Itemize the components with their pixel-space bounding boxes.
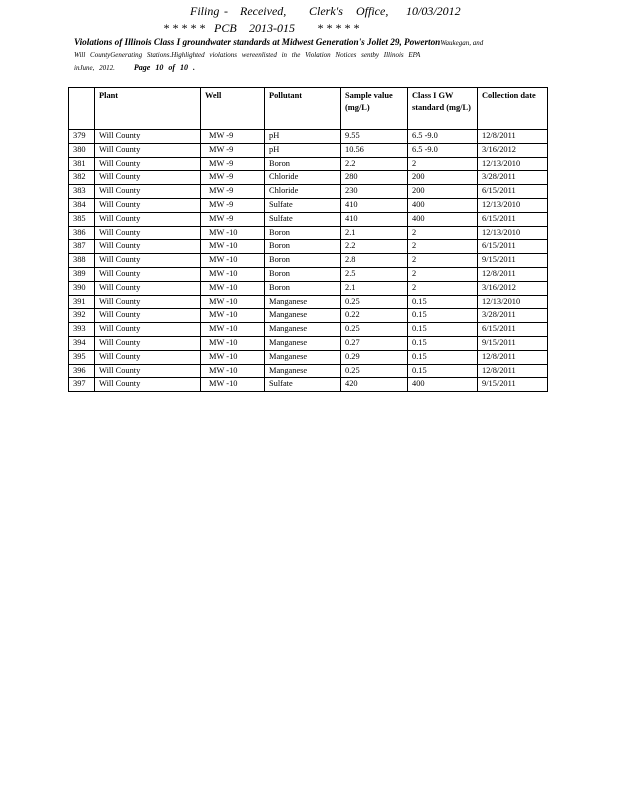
title-main: Violations of Illinois Class I groundwater standards at Midwest Generation's Joliet 29, Powerton <box>74 37 441 47</box>
plant-cell: Will County <box>95 171 201 185</box>
well-cell: MW -10 <box>201 240 265 254</box>
well-cell: MW -9 <box>201 212 265 226</box>
well-cell: MW -9 <box>201 185 265 199</box>
row-number-cell: 389 <box>69 267 95 281</box>
office-label: Office, <box>356 4 389 18</box>
standard-cell: 400 <box>408 198 478 212</box>
well-cell: MW -9 <box>201 157 265 171</box>
sample-value-cell: 410 <box>341 212 408 226</box>
sample-value-cell: 280 <box>341 171 408 185</box>
well-cell: MW -10 <box>201 378 265 392</box>
collection-date-cell: 9/15/2011 <box>478 378 548 392</box>
collection-date-cell: 6/15/2011 <box>478 240 548 254</box>
sample-value-cell: 0.22 <box>341 309 408 323</box>
row-number-cell: 391 <box>69 295 95 309</box>
title-line-2: Will CountyGenerating Stations.Highlighted violations wereenlisted in the Violation Notices sentby Illinois EPA <box>74 51 421 59</box>
collection-date-cell: 3/16/2012 <box>478 281 548 295</box>
table-row <box>69 336 548 350</box>
standard-cell: 6.5 -9.0 <box>408 143 478 157</box>
standard-cell: 200 <box>408 185 478 199</box>
well-cell: MW -10 <box>201 309 265 323</box>
sample-value-cell: 2.1 <box>341 281 408 295</box>
well-cell: MW -9 <box>201 198 265 212</box>
filing-label: Filing <box>190 4 220 18</box>
standard-cell: 0.15 <box>408 309 478 323</box>
standard-cell: 0.15 <box>408 336 478 350</box>
sample-value-cell: 2.1 <box>341 226 408 240</box>
plant-cell: Will County <box>95 378 201 392</box>
plant-cell: Will County <box>95 185 201 199</box>
well-cell: MW -10 <box>201 254 265 268</box>
row-number-cell: 381 <box>69 157 95 171</box>
plant-cell: Will County <box>95 130 201 144</box>
table-row <box>69 350 548 364</box>
header-collection-date: Collection date <box>478 88 548 130</box>
well-cell: MW -9 <box>201 143 265 157</box>
plant-cell: Will County <box>95 212 201 226</box>
pollutant-cell: Manganese <box>265 309 341 323</box>
plant-cell: Will County <box>95 323 201 337</box>
table-row <box>69 267 548 281</box>
sample-value-cell: 230 <box>341 185 408 199</box>
collection-date-cell: 3/16/2012 <box>478 143 548 157</box>
row-number-cell: 388 <box>69 254 95 268</box>
sample-value-cell: 2.5 <box>341 267 408 281</box>
table-row <box>69 281 548 295</box>
standard-cell: 0.15 <box>408 295 478 309</box>
sample-value-cell: 0.27 <box>341 336 408 350</box>
table-row <box>69 157 548 171</box>
plant-cell: Will County <box>95 267 201 281</box>
table-header-row <box>69 88 548 130</box>
row-number-cell: 396 <box>69 364 95 378</box>
sample-value-cell: 2.2 <box>341 157 408 171</box>
table-row <box>69 254 548 268</box>
pollutant-cell: Boron <box>265 281 341 295</box>
pollutant-cell: Manganese <box>265 323 341 337</box>
sample-value-cell: 2.2 <box>341 240 408 254</box>
clerks-label: Clerk's <box>309 4 343 18</box>
plant-cell: Will County <box>95 198 201 212</box>
pollutant-cell: Sulfate <box>265 212 341 226</box>
plant-cell: Will County <box>95 336 201 350</box>
well-cell: MW -10 <box>201 295 265 309</box>
collection-date-cell: 3/28/2011 <box>478 171 548 185</box>
pcb-label: PCB <box>214 21 237 35</box>
table-row <box>69 130 548 144</box>
row-number-cell: 387 <box>69 240 95 254</box>
sample-value-cell: 2.8 <box>341 254 408 268</box>
plant-cell: Will County <box>95 281 201 295</box>
plant-cell: Will County <box>95 157 201 171</box>
collection-date-cell: 12/8/2011 <box>478 350 548 364</box>
pollutant-cell: Manganese <box>265 364 341 378</box>
well-cell: MW -10 <box>201 323 265 337</box>
well-cell: MW -10 <box>201 281 265 295</box>
standard-cell: 200 <box>408 171 478 185</box>
row-number-cell: 379 <box>69 130 95 144</box>
standard-cell: 2 <box>408 226 478 240</box>
table-row <box>69 171 548 185</box>
table-row <box>69 295 548 309</box>
header-sample-value: Sample value (mg/L) <box>341 88 408 130</box>
received-label: Received, <box>240 4 287 18</box>
standard-cell: 400 <box>408 378 478 392</box>
standard-cell: 0.15 <box>408 323 478 337</box>
standard-cell: 2 <box>408 254 478 268</box>
table-row <box>69 185 548 199</box>
row-number-cell: 385 <box>69 212 95 226</box>
standard-cell: 0.15 <box>408 364 478 378</box>
collection-date-cell: 12/13/2010 <box>478 157 548 171</box>
pollutant-cell: Chloride <box>265 185 341 199</box>
header-standard: Class I GW standard (mg/L) <box>408 88 478 130</box>
filing-dash: - <box>224 4 228 18</box>
sample-value-cell: 410 <box>341 198 408 212</box>
row-number-cell: 380 <box>69 143 95 157</box>
row-number-cell: 386 <box>69 226 95 240</box>
header-row-number <box>69 88 95 130</box>
sample-value-cell: 0.25 <box>341 364 408 378</box>
pollutant-cell: pH <box>265 143 341 157</box>
title-line-3 <box>74 63 195 72</box>
row-number-cell: 395 <box>69 350 95 364</box>
page-number: Page 10 of 10 . <box>133 63 196 72</box>
standard-cell: 2 <box>408 281 478 295</box>
collection-date-cell: 12/8/2011 <box>478 267 548 281</box>
row-number-cell: 384 <box>69 198 95 212</box>
row-number-cell: 393 <box>69 323 95 337</box>
well-cell: MW -9 <box>201 171 265 185</box>
pollutant-cell: Sulfate <box>265 378 341 392</box>
well-cell: MW -10 <box>201 364 265 378</box>
row-number-cell: 382 <box>69 171 95 185</box>
sample-value-cell: 10.56 <box>341 143 408 157</box>
table-row <box>69 240 548 254</box>
collection-date-cell: 12/13/2010 <box>478 198 548 212</box>
pollutant-cell: Manganese <box>265 350 341 364</box>
header-well: Well <box>201 88 265 130</box>
standard-cell: 2 <box>408 240 478 254</box>
pollutant-cell: Boron <box>265 226 341 240</box>
plant-cell: Will County <box>95 295 201 309</box>
document-title <box>74 37 534 47</box>
collection-date-cell: 3/28/2011 <box>478 309 548 323</box>
plant-cell: Will County <box>95 309 201 323</box>
well-cell: MW -10 <box>201 350 265 364</box>
table-row <box>69 309 548 323</box>
table-row <box>69 198 548 212</box>
well-cell: MW -10 <box>201 336 265 350</box>
header-plant: Plant <box>95 88 201 130</box>
sample-value-cell: 9.55 <box>341 130 408 144</box>
stars-left: * * * * * <box>163 21 205 35</box>
collection-date-cell: 12/8/2011 <box>478 364 548 378</box>
row-number-cell: 394 <box>69 336 95 350</box>
standard-cell: 2 <box>408 267 478 281</box>
collection-date-cell: 12/13/2010 <box>478 295 548 309</box>
pollutant-cell: Manganese <box>265 336 341 350</box>
pollutant-cell: Boron <box>265 157 341 171</box>
row-number-cell: 390 <box>69 281 95 295</box>
collection-date-cell: 12/13/2010 <box>478 226 548 240</box>
standard-cell: 6.5 -9.0 <box>408 130 478 144</box>
plant-cell: Will County <box>95 226 201 240</box>
pollutant-cell: Boron <box>265 267 341 281</box>
pollutant-cell: Manganese <box>265 295 341 309</box>
standard-cell: 0.15 <box>408 350 478 364</box>
pollutant-cell: Boron <box>265 254 341 268</box>
standard-cell: 400 <box>408 212 478 226</box>
sample-value-cell: 0.25 <box>341 323 408 337</box>
row-number-cell: 383 <box>69 185 95 199</box>
collection-date-cell: 6/15/2011 <box>478 212 548 226</box>
pollutant-cell: pH <box>265 130 341 144</box>
collection-date-cell: 6/15/2011 <box>478 323 548 337</box>
table-row <box>69 212 548 226</box>
header-pollutant: Pollutant <box>265 88 341 130</box>
sample-value-cell: 420 <box>341 378 408 392</box>
plant-cell: Will County <box>95 143 201 157</box>
plant-cell: Will County <box>95 254 201 268</box>
collection-date-cell: 6/15/2011 <box>478 185 548 199</box>
row-number-cell: 397 <box>69 378 95 392</box>
title-tail: Waukegan, and <box>440 39 484 47</box>
stars-right: * * * * * <box>317 21 359 35</box>
plant-cell: Will County <box>95 240 201 254</box>
collection-date-cell: 12/8/2011 <box>478 130 548 144</box>
standard-cell: 2 <box>408 157 478 171</box>
well-cell: MW -9 <box>201 130 265 144</box>
well-cell: MW -10 <box>201 226 265 240</box>
pollutant-cell: Sulfate <box>265 198 341 212</box>
pollutant-cell: Chloride <box>265 171 341 185</box>
table-row <box>69 143 548 157</box>
row-number-cell: 392 <box>69 309 95 323</box>
sample-value-cell: 0.25 <box>341 295 408 309</box>
sample-value-cell: 0.29 <box>341 350 408 364</box>
collection-date-cell: 9/15/2011 <box>478 254 548 268</box>
case-number: 2013-015 <box>249 21 295 35</box>
table-row <box>69 378 548 392</box>
violations-table <box>68 87 548 392</box>
table-row <box>69 323 548 337</box>
pollutant-cell: Boron <box>265 240 341 254</box>
table-row <box>69 364 548 378</box>
filing-date: 10/03/2012 <box>406 4 461 18</box>
table-row <box>69 226 548 240</box>
collection-date-cell: 9/15/2011 <box>478 336 548 350</box>
plant-cell: Will County <box>95 364 201 378</box>
title-line-3-prefix: inJune, 2012. <box>74 64 115 72</box>
plant-cell: Will County <box>95 350 201 364</box>
well-cell: MW -10 <box>201 267 265 281</box>
